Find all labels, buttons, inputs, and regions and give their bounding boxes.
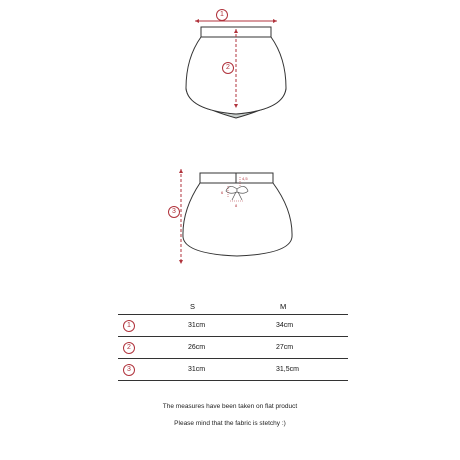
marker-1-label: 1: [216, 9, 228, 21]
row-marker: 1: [123, 320, 135, 332]
cell-size-s: 31cm: [188, 366, 206, 373]
table-row: [118, 359, 348, 381]
marker-2-label: 2: [222, 62, 234, 74]
note-stretchy-fabric: Please mind that the fabric is stetchy :): [174, 420, 286, 427]
back-detail-bottom-label: 8: [235, 203, 238, 208]
back-detail-side-label: 6: [221, 190, 224, 195]
cell-size-s: 31cm: [188, 322, 206, 329]
size-table: [118, 298, 348, 381]
cell-size-s: 26cm: [188, 344, 206, 351]
size-table-header: [118, 298, 348, 314]
front-view: [186, 19, 286, 118]
cell-size-m: 31,5cm: [276, 366, 299, 373]
column-header-s: S: [190, 302, 196, 311]
cell-size-m: 27cm: [276, 344, 294, 351]
back-view: [179, 169, 292, 264]
back-detail-label: 4,5: [242, 176, 248, 181]
table-row: [118, 314, 348, 337]
table-row: [118, 337, 348, 359]
marker-3-label: 3: [168, 206, 180, 218]
row-marker: 3: [123, 364, 135, 376]
note-flat-product: The measures have been taken on flat product: [162, 403, 298, 410]
row-marker: 2: [123, 342, 135, 354]
cell-size-m: 34cm: [276, 322, 294, 329]
back-skirt-body: [183, 183, 292, 256]
column-header-m: M: [280, 302, 287, 311]
